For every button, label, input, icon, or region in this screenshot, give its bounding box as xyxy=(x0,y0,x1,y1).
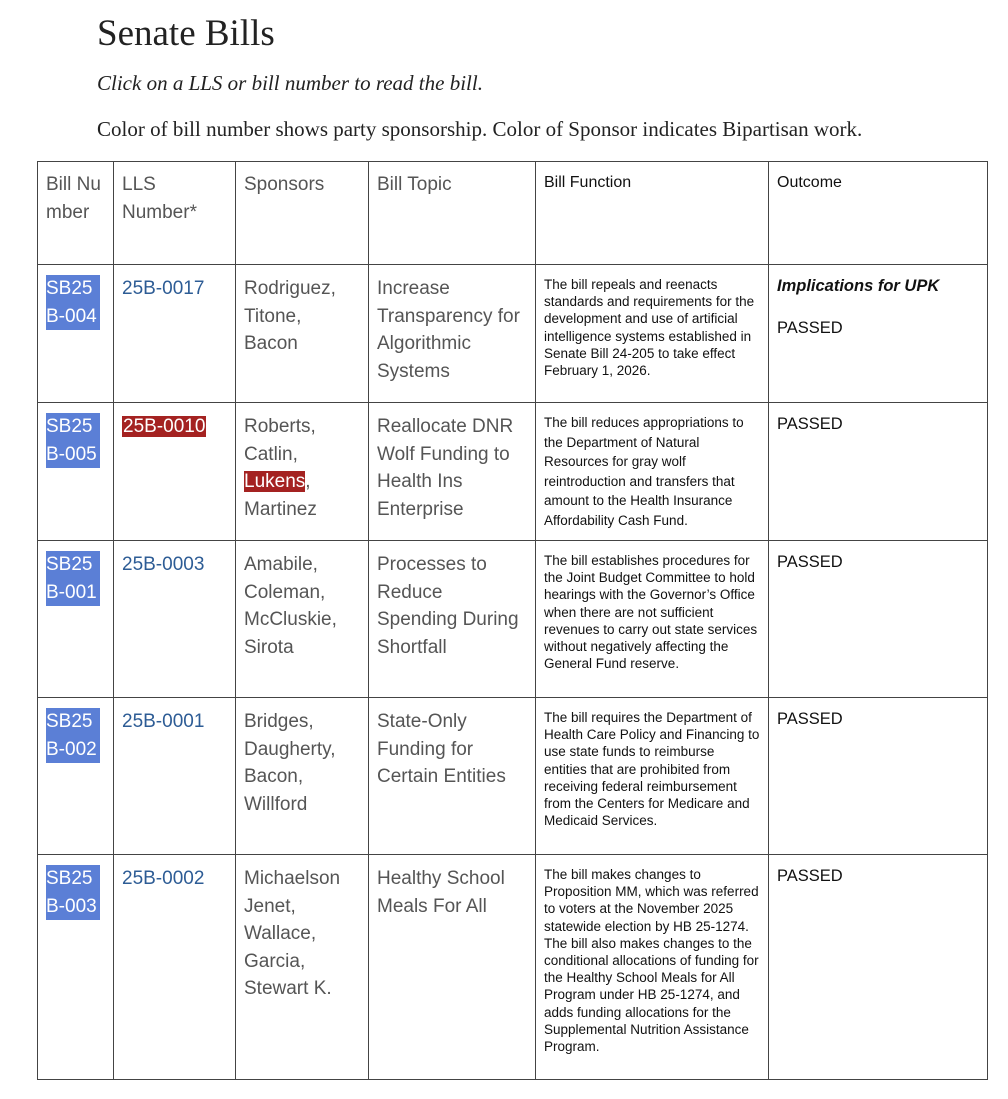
bill-function-cell: The bill repeals and reenacts standards and requirements for the development and use of artificial intelligence systems established in Senate Bill 24-205 to take effect February 1, 2026. xyxy=(536,265,769,403)
sponsor-name: McCluskie, xyxy=(244,609,337,630)
table-row xyxy=(38,698,988,855)
sponsor-name: Garcia, xyxy=(244,950,306,972)
lls-number-cell xyxy=(114,265,236,403)
sponsors-cell xyxy=(236,265,369,403)
senate-bills-table xyxy=(37,161,988,1080)
column-header-outcome: Outcome xyxy=(769,162,988,265)
column-header-lls-number: LLS Number* xyxy=(114,162,236,265)
sponsor-name: Sirota xyxy=(244,636,294,658)
sponsor-name: Titone, xyxy=(244,305,302,327)
outcome-status: PASSED xyxy=(777,415,843,433)
bill-number-cell xyxy=(38,698,114,855)
sponsor-name: Michaelson xyxy=(244,868,341,889)
table-row xyxy=(38,265,988,403)
bill-number-cell xyxy=(38,855,114,1080)
outcome-status: PASSED xyxy=(777,553,843,571)
lls-link-25b-0002[interactable]: 25B-0002 xyxy=(122,868,205,889)
outcome-cell xyxy=(769,541,988,698)
sponsors-cell xyxy=(236,403,369,541)
bill-topic-cell: Processes to Reduce Spending During Shortfall xyxy=(369,541,536,698)
color-legend-note: Color of bill number shows party sponsorship. Color of Sponsor indicates Bipartisan work. xyxy=(97,117,863,141)
sponsor-name: Daugherty, xyxy=(244,738,336,760)
table-row xyxy=(38,541,988,698)
column-header-bill-function: Bill Function xyxy=(536,162,769,265)
lls-link-25b-0001[interactable]: 25B-0001 xyxy=(122,711,205,732)
bill-link-sb25b-003[interactable]: SB25B-003 xyxy=(46,865,100,920)
bill-function-cell: The bill makes changes to Proposition MM, which was referred to voters at the November 2025 statewide election by HB 25-1274. The bill also makes changes to the conditional allocations of funding for the Healthy School Meals for All Program under HB 25-1274, and adds funding allocations for the Supplemental Nutrition Assistance Program. xyxy=(536,855,769,1080)
sponsor-name: Wallace, xyxy=(244,923,317,944)
sponsor-name: Amabile, xyxy=(244,554,318,575)
bill-topic-cell: Reallocate DNR Wolf Funding to Health Ins Enterprise xyxy=(369,403,536,541)
sponsor-name: Willford xyxy=(244,793,308,815)
outcome-cell xyxy=(769,265,988,403)
sponsors-cell xyxy=(236,855,369,1080)
outcome-cell xyxy=(769,855,988,1080)
bill-topic-cell: Healthy School Meals For All xyxy=(369,855,536,1080)
table-row xyxy=(38,403,988,541)
bill-number-cell xyxy=(38,541,114,698)
lls-number-cell xyxy=(114,541,236,698)
table-row xyxy=(38,855,988,1080)
lls-link-25b-0010[interactable]: 25B-0010 xyxy=(123,416,206,437)
sponsor-name: Coleman, xyxy=(244,581,326,603)
bill-link-sb25b-002[interactable]: SB25B-002 xyxy=(46,708,100,763)
sponsor-names: , Martinez xyxy=(244,471,317,520)
outcome-status: PASSED xyxy=(777,710,843,728)
page-title: Senate Bills xyxy=(97,13,275,54)
lls-link-25b-0003[interactable]: 25B-0003 xyxy=(122,554,205,575)
bill-topic-cell: State-Only Funding for Certain Entities xyxy=(369,698,536,855)
lls-link-25b-0017[interactable]: 25B-0017 xyxy=(122,278,205,299)
bill-function-cell: The bill reduces appropriations to the Department of Natural Resources for gray wolf reintroduction and transfers that amount to the Health Insurance Affordability Cash Fund. xyxy=(536,403,769,541)
lls-number-cell xyxy=(114,855,236,1080)
outcome-cell xyxy=(769,403,988,541)
outcome-status: PASSED xyxy=(777,867,843,885)
lls-number-cell xyxy=(114,403,236,541)
outcome-cell xyxy=(769,698,988,855)
bill-function-cell: The bill requires the Department of Health Care Policy and Financing to use state funds to reimburse entities that are prohibited from receiving federal reimbursement from the Centers for Medicare and Medicaid Services. xyxy=(536,698,769,855)
column-header-bill-number: Bill Number xyxy=(38,162,114,265)
outcome-note: Implications for UPK xyxy=(777,277,940,295)
sponsor-name: Jenet, xyxy=(244,895,296,917)
bill-number-cell xyxy=(38,265,114,403)
sponsor-names: Roberts, Catlin, xyxy=(244,416,316,465)
bill-link-sb25b-001[interactable]: SB25B-001 xyxy=(46,551,100,606)
sponsor-name: Rodriguez, xyxy=(244,278,336,299)
bill-function-cell: The bill establishes procedures for the Joint Budget Committee to hold hearings with the Governor’s Office when there are not sufficient revenues to carry out state services without negatively affecting the General Fund reserve. xyxy=(536,541,769,698)
lls-number-cell xyxy=(114,698,236,855)
bill-topic-cell: Increase Transparency for Algorithmic Systems xyxy=(369,265,536,403)
column-header-sponsors: Sponsors xyxy=(236,162,369,265)
column-header-bill-topic: Bill Topic xyxy=(369,162,536,265)
sponsors-cell xyxy=(236,698,369,855)
sponsor-name: Stewart K. xyxy=(244,978,332,999)
bill-link-sb25b-005[interactable]: SB25B-005 xyxy=(46,413,100,468)
bill-number-cell xyxy=(38,403,114,541)
header-row xyxy=(38,162,988,265)
page-instruction: Click on a LLS or bill number to read the bill. xyxy=(97,71,483,95)
sponsor-name: Bacon, xyxy=(244,766,304,787)
bipartisan-sponsor: Lukens xyxy=(244,471,306,492)
sponsors-cell xyxy=(236,541,369,698)
sponsor-name: Bacon xyxy=(244,333,298,354)
sponsor-name: Bridges, xyxy=(244,711,314,732)
bill-link-sb25b-004[interactable]: SB25B-004 xyxy=(46,275,100,330)
outcome-status: PASSED xyxy=(777,319,843,337)
